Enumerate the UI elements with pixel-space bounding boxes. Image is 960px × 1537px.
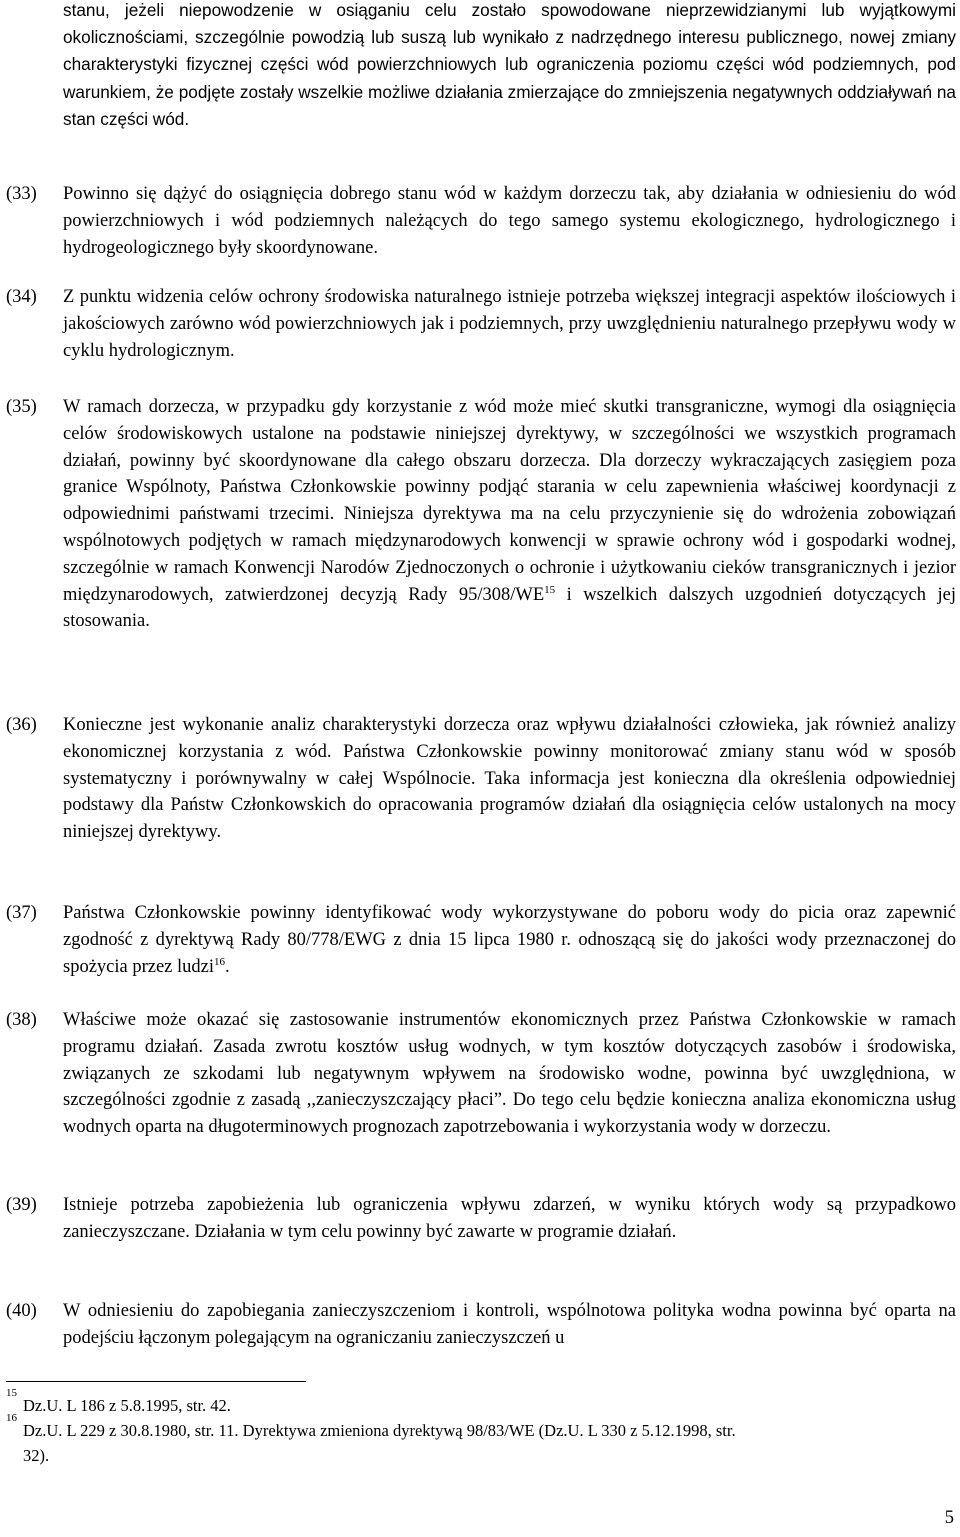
recital-33: [0, 181, 956, 261]
footnote-number: 15: [6, 1387, 17, 1399]
recital-text-part: i wszelkich dalszych uzgodnień dotyczących jej stosowania.: [63, 584, 956, 632]
recital-39: [0, 1192, 956, 1246]
recital-number: (36): [6, 715, 37, 735]
page-number: 5: [944, 1508, 954, 1528]
footnote-text-continuation: 32).: [23, 1446, 50, 1465]
recital-37: [0, 900, 956, 980]
recital-text: Powinno się dążyć do osiągnięcia dobrego stanu wód w każdym dorzeczu tak, aby działania w odniesieniu do wód powierzchniowych i wód podziemnych należących do tego samego systemu ekologicznego, hydrologicznego i hydrogeologicznego były skoordynowane.: [63, 184, 956, 258]
recital-text: [63, 394, 956, 635]
recital-36: [0, 712, 956, 846]
recital-35: [0, 394, 956, 635]
recital-number: (40): [6, 1301, 37, 1321]
recital-number: (35): [6, 397, 37, 417]
footnote-text: Dz.U. L 186 z 5.8.1995, str. 42.: [23, 1396, 231, 1415]
recital-number: (38): [6, 1010, 37, 1030]
recital-number: (39): [6, 1195, 37, 1215]
recital-text: W odniesieniu do zapobiegania zanieczyszczeniom i kontroli, wspólnotowa polityka wodna powinna być oparta na podejściu łączonym polegającym na ograniczaniu zanieczyszczeń u: [63, 1301, 956, 1348]
footnote-15: [6, 1387, 956, 1418]
footnote-number: 16: [6, 1412, 17, 1424]
recital-38: [0, 1007, 956, 1141]
recital-text-part: Państwa Członkowskie powinny identyfikować wody wykorzystywane do poboru wody do picia oraz zapewnić zgodność z dyrektywą Rady 80/778/EWG z dnia 15 lipca 1980 r. odnoszącą się do jakości wody przeznaczonej do spożycia przez ludzi: [63, 903, 956, 977]
footnote-16: [6, 1412, 956, 1468]
recital-text: Istnieje potrzeba zapobieżenia lub ograniczenia wpływu zdarzeń, w wyniku których wody są przypadkowo zanieczyszczane. Działania w tym celu powinny być zawarte w programie działań.: [63, 1195, 956, 1242]
recital-40: [0, 1298, 956, 1352]
recital-text-part: W ramach dorzecza, w przypadku gdy korzystanie z wód może mieć skutki transgraniczne, wymogi dla osiągnięcia celów środowiskowych ustalone na podstawie niniejszej dyrektywy, w szczególności we wszystkich programach działań, powinny być skoordynowane dla całego obszaru dorzecza. Dla dorzeczy wykraczających zasięgiem poza granice Wspólnoty, Państwa Członkowskie powinny podjąć starania w celu zapewnienia właściwej koordynacji z odpowiednimi państwami trzecimi. Niniejsza dyrektywa ma na celu przyczynienie się do wdrożenia zobowiązań wspólnotowych podjętych w ramach międzynarodowych konwencji w sprawie ochrony wód i gospodarki wodnej, szczególnie w ramach Konwencji Narodów Zjednoczonych o ochronie i użytkowaniu cieków transgranicznych i jezior międzynarodowych, zatwierdzonej decyzją Rady 95/308/WE: [63, 397, 956, 605]
footnote-text: Dz.U. L 229 z 30.8.1980, str. 11. Dyrektywa zmieniona dyrektywą 98/83/WE (Dz.U. L 330 z 5.12.1998, str.: [23, 1421, 736, 1440]
recital-number: (37): [6, 903, 37, 923]
intro-paragraph: stanu, jeżeli niepowodzenie w osiąganiu celu zostało spowodowane nieprzewidzianymi lub wyjątkowymi okolicznościami, szczególnie powodzią lub suszą lub wynikało z nadrzędnego interesu publicznego, nowej zmiany charakterystyki fizycznej części wód powierzchniowych lub ograniczenia poziomu części wód podziemnych, pod warunkiem, że podjęte zostały wszelkie możliwe działania zmierzające do zmniejszenia negatywnych oddziaływań na stan części wód.: [63, 0, 956, 129]
recital-number: (33): [6, 184, 37, 204]
footnote-reference[interactable]: 16: [214, 955, 226, 968]
recital-34: [0, 284, 956, 364]
recital-text: Właściwe może okazać się zastosowanie instrumentów ekonomicznych przez Państwa Członkowskie w ramach programu działań. Zasada zwrotu kosztów usług wodnych, w tym kosztów dotyczących zasobów i środowiska, związanych ze szkodami lub negatywnym wpływem na środowisko wodne, powinna być uwzględniona, w szczególności zgodnie z zasadą ,,zanieczyszczający płaci”. Do tego celu będzie konieczna analiza ekonomiczna usług wodnych oparta na długoterminowych prognozach zapotrzebowania i wykorzystania wody w dorzeczu.: [63, 1010, 956, 1138]
recital-text: [63, 900, 956, 980]
recital-number: (34): [6, 287, 37, 307]
footnote-separator: [6, 1381, 306, 1382]
recital-text: Konieczne jest wykonanie analiz charakterystyki dorzecza oraz wpływu działalności człowieka, jak również analizy ekonomicznej korzystania z wód. Państwa Członkowskie powinny monitorować zmiany stanu wód w sposób systematyczny i porównywalny w całej Wspólnocie. Taka informacja jest konieczna dla określenia odpowiedniej podstawy dla Państw Członkowskich do opracowania programów działań dla osiągnięcia celów ustalonych na mocy niniejszej dyrektywy.: [63, 715, 956, 843]
recital-text: Z punktu widzenia celów ochrony środowiska naturalnego istnieje potrzeba większej integracji aspektów ilościowych i jakościowych zarówno wód powierzchniowych jak i podziemnych, przy uwzględnieniu naturalnego przepływu wody w cyklu hydrologicznym.: [63, 287, 956, 361]
footnote-reference[interactable]: 15: [544, 583, 556, 596]
recital-text-part: .: [225, 956, 230, 977]
